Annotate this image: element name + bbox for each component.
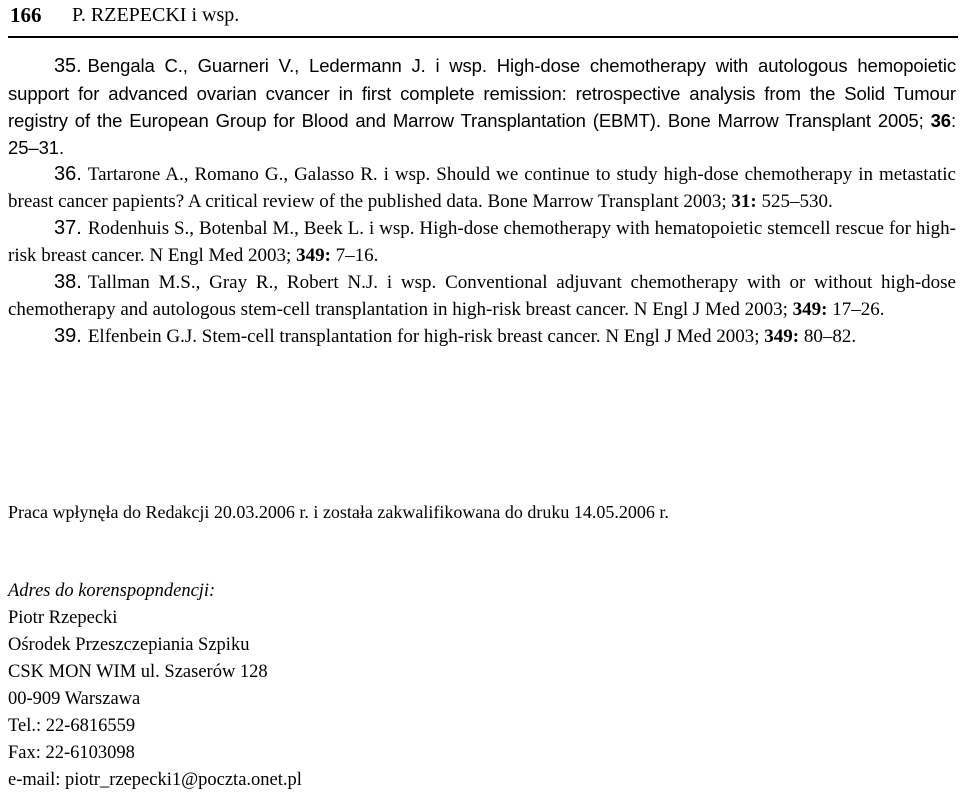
reference-pages: : 25–31. — [8, 110, 956, 158]
reference-item — [8, 161, 956, 215]
reference-volume: 349: — [764, 326, 800, 347]
reference-number: 38. — [54, 271, 82, 293]
reference-list — [8, 52, 956, 350]
reference-volume: 36 — [930, 110, 951, 131]
received-note: Praca wpłynęła do Redakcji 20.03.2006 r. i została zakwalifikowana do druku 14.05.2006 r. — [8, 502, 669, 522]
reference-pages: 525–530. — [756, 191, 833, 212]
reference-pages: 7–16. — [330, 245, 379, 266]
reference-item — [8, 52, 956, 161]
reference-text: Tallman M.S., Gray R., Robert N.J. i wsp. Conventional adjuvant chemotherapy with or without high-dose chemotherapy and autologous stem-cell transplantation in high-risk breast cancer. N Engl J Med 2003; — [8, 272, 956, 320]
fax-line: Fax: 22-6103098 — [8, 743, 135, 763]
header-rule — [8, 36, 958, 38]
correspondence-block — [8, 578, 302, 794]
reference-text: Bengala C., Guarneri V., Ledermann J. i wsp. High-dose chemotherapy with autologous hemopoietic support for advanced ovarian cvancer in first complete remission: retrospective analysis from the Solid Tumour registry of the European Group for Blood and Marrow Transplantation (EBMT). Bone Marrow Transplant 2005; — [8, 55, 956, 131]
email-line: e-mail: piotr_rzepecki1@poczta.onet.pl — [8, 770, 302, 790]
address-line: CSK MON WIM ul. Szaserów 128 — [8, 662, 268, 682]
reference-volume: 349: — [792, 299, 828, 320]
address-line: 00-909 Warszawa — [8, 689, 141, 709]
reference-volume: 349: — [296, 245, 331, 266]
reference-item — [8, 323, 956, 350]
reference-text: Tartarone A., Romano G., Galasso R. i wsp. Should we continue to study high-dose chemotherapy in metastatic breast cancer papients? A critical review of the published data. Bone Marrow Transplant 2003; — [8, 164, 956, 212]
reference-item — [8, 269, 956, 323]
reference-text: Rodenhuis S., Botenbal M., Beek L. i wsp. High-dose chemotherapy with hematopoietic stemcell rescue for high-risk breast cancer. N Engl Med 2003; — [8, 218, 956, 266]
address-line: Piotr Rzepecki — [8, 608, 118, 628]
running-head: P. RZEPECKI i wsp. — [72, 4, 240, 26]
page-header — [10, 3, 960, 36]
phone-line: Tel.: 22-6816559 — [8, 716, 136, 736]
reference-number: 39. — [54, 325, 82, 347]
reference-number: 35. — [54, 55, 82, 77]
page-number: 166 — [10, 3, 42, 27]
reference-number: 36. — [54, 163, 82, 185]
address-line: Ośrodek Przeszczepiania Szpiku — [8, 635, 250, 655]
reference-number: 37. — [54, 217, 82, 239]
correspondence-label: Adres do korenspopndencji: — [8, 581, 216, 601]
reference-text: Elfenbein G.J. Stem-cell transplantation for high-risk breast cancer. N Engl J Med 2003; — [87, 326, 765, 347]
reference-item — [8, 215, 956, 269]
reference-pages: 80–82. — [799, 326, 857, 347]
reference-pages: 17–26. — [827, 299, 885, 320]
reference-volume: 31: — [731, 191, 757, 212]
